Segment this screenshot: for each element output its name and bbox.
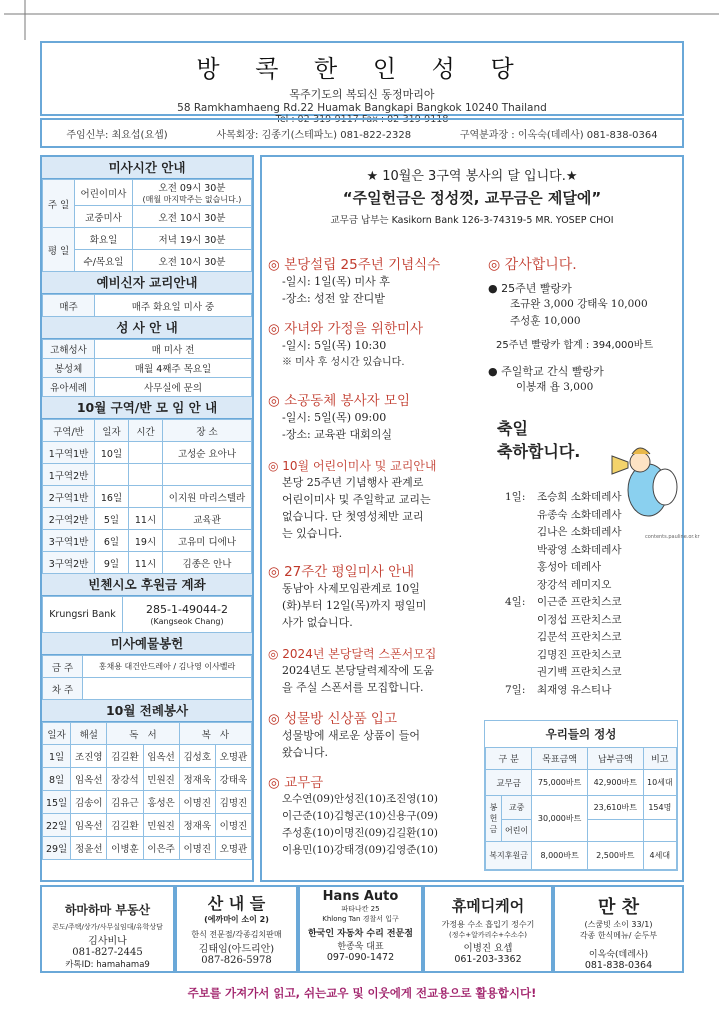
table-cell: 16일 <box>95 486 129 508</box>
table-cell: 29일 <box>43 837 71 860</box>
table-cell: 고유미 디에나 <box>163 530 252 552</box>
table-cell: 조진영 <box>71 745 107 768</box>
table-row <box>486 796 677 820</box>
announcement-title: ◎ 10월 어린이미사 및 교리안내 <box>268 459 437 473</box>
text-line: 이용민(10)강태경(09)김영준(10) <box>282 844 438 856</box>
list-item <box>268 389 478 457</box>
announcement-title: ◎ 교무금 <box>268 775 324 791</box>
table-cell: 정윤선 <box>71 837 107 860</box>
text-line: 이옥숙(데레사) <box>588 950 649 960</box>
table-cell: 1구역1반 <box>43 442 95 464</box>
text-line: 조승희 소화데레사 <box>537 491 622 503</box>
table-row <box>43 295 252 317</box>
notice-line2: “주일헌금은 정성껏, 교무금은 제달에” <box>342 189 602 207</box>
table-cell: 이명진 <box>179 837 215 860</box>
liturgy-title: 10월 전례봉사 <box>42 700 252 722</box>
text-line: 한종욱 대표 <box>337 942 384 952</box>
text-line: 오수연(09)안성진(10)조진영(10) <box>282 793 438 805</box>
list-item <box>268 771 478 859</box>
table-row <box>43 723 252 745</box>
table-cell: 이지원 마리스텔라 <box>163 486 252 508</box>
list-item <box>268 560 478 645</box>
ad-medicare <box>423 885 553 973</box>
table-row <box>486 842 677 870</box>
text-line: 4일: <box>505 596 526 608</box>
table-cell: 5일 <box>95 508 129 530</box>
text-line: Hans Auto <box>322 889 399 904</box>
thanks-subtitle: ● 25주년 빨랑카 <box>488 282 572 295</box>
table-row <box>43 442 252 464</box>
text-line: 사가 없습니다. <box>282 616 353 629</box>
table-cell: 비고 <box>643 748 676 770</box>
table-cell: 교육관 <box>163 508 252 530</box>
table-cell: 2구역2반 <box>43 508 95 530</box>
table-cell: 2구역1반 <box>43 486 95 508</box>
table-row <box>43 486 252 508</box>
text-line: 주성훈 10,000 <box>510 315 581 327</box>
text-line: 는 있습니다. <box>282 527 343 540</box>
liturgy-table <box>42 722 252 860</box>
table-cell: 김종은 안나 <box>163 552 252 574</box>
table-cell: 장강석 <box>107 768 143 791</box>
notice-line3: 교무금 납부는 Kasikorn Bank 126-3-74319-5 MR. YOSEP CHOI <box>330 215 614 226</box>
announcement-title: ◎ 성물방 신상품 입고 <box>268 711 397 727</box>
table-cell: 3구역1반 <box>43 530 95 552</box>
mass-title: 미사시간 안내 <box>42 157 252 179</box>
table-cell: 4세대 <box>643 842 676 870</box>
table-cell: 10세대 <box>643 770 676 796</box>
finance-title: 우리들의 정성 <box>545 727 617 741</box>
table-cell: 오명관 <box>215 837 251 860</box>
sacrament-label: 고해성사 <box>43 340 95 359</box>
catechumen-title: 예비신자 교리안내 <box>42 272 252 294</box>
text-line: 카톡ID: hamahama9 <box>65 960 150 970</box>
text-line: -장소: 교육관 대회의실 <box>282 428 393 441</box>
table-cell: 8,000바트 <box>532 842 588 870</box>
announcement-title: ◎ 본당설립 25주년 기념식수 <box>268 257 441 273</box>
table-cell: 9일 <box>95 552 129 574</box>
table-cell <box>95 464 129 486</box>
text-line: 권기백 프란치스코 <box>537 666 622 678</box>
text-line: (매월 마지막주는 없습니다.) <box>142 195 242 204</box>
table-cell: 3구역2반 <box>43 552 95 574</box>
text-line: (정수+알카리수+수소수) <box>448 931 528 939</box>
table-cell: 어린이 <box>502 820 532 842</box>
table-cell <box>129 464 163 486</box>
text-line: 김나은 소화데레사 <box>537 526 622 538</box>
table-cell: 임옥선 <box>71 768 107 791</box>
weekday-label: 평 일 <box>43 228 75 272</box>
server-header <box>179 723 251 745</box>
meetings-header: 장 소 <box>163 420 252 442</box>
text-line: -일시: 5일(목) 10:30 <box>282 339 387 352</box>
announcement-title: ◎ 27주간 평일미사 안내 <box>268 564 415 580</box>
table-cell: 홍성은 <box>143 791 179 814</box>
church-address: 58 Ramkhamhaeng Rd.22 Huamak Bangkapi Bangkok 10240 Thailand <box>177 102 547 114</box>
text-line: 081-838-0364 <box>584 960 653 971</box>
table-row <box>43 656 252 678</box>
table-cell: 구 분 <box>486 748 532 770</box>
table-cell: 납부금액 <box>587 748 643 770</box>
table-cell: 2,500바트 <box>587 842 643 870</box>
offering-value <box>83 678 252 700</box>
list-item <box>268 317 478 389</box>
table-cell: 목표금액 <box>532 748 588 770</box>
mass-cell: 교중미사 <box>75 206 133 228</box>
text-line: 주성훈(10)이명진(09)김길환(10) <box>282 827 438 839</box>
table-cell: 8일 <box>43 768 71 791</box>
sacrament-value: 매월 4째주 목요일 <box>95 359 252 378</box>
reading-header <box>107 723 179 745</box>
text-line: 박광영 소화데레사 <box>537 543 622 556</box>
officer-pastor: 주임신부: 최요섭(요셉) <box>66 129 168 141</box>
table-row <box>486 748 677 770</box>
text-line: 최재영 유스티나 <box>537 683 612 696</box>
catechumen-label: 매주 <box>43 295 95 317</box>
text-line: 1일: <box>505 491 526 503</box>
meetings-header: 일자 <box>95 420 129 442</box>
table-cell <box>163 464 252 486</box>
table-cell: 김명진 <box>215 791 251 814</box>
table-cell: 복지후원금 <box>486 842 532 870</box>
sacrament-label: 유아세례 <box>43 378 95 397</box>
mass-cell: 저녁 19시 30분 <box>133 228 252 250</box>
officers-bar <box>40 118 684 148</box>
feast-list <box>505 489 675 699</box>
finance-box <box>484 720 678 871</box>
mass-table <box>42 179 252 272</box>
text-line: 097-090-1472 <box>326 952 395 963</box>
vincent-bank: Krungsri Bank <box>43 597 123 633</box>
vincent-account <box>123 597 252 633</box>
mass-cell: 화요일 <box>75 228 133 250</box>
table-row <box>43 745 252 768</box>
mass-cell: 수/목요일 <box>75 250 133 272</box>
text-line: 산 내 들 <box>207 894 266 913</box>
text-line: 087-826-5978 <box>201 955 272 966</box>
text-line: 복 <box>201 729 211 741</box>
mass-cell: 오전 10시 30분 <box>133 206 252 228</box>
text-line: Khlong Tan 경찰서 입구 <box>322 915 399 923</box>
list-item <box>268 707 478 771</box>
text-line: (Kangseok Chang) <box>150 616 224 626</box>
mass-cell: 어린이미사 <box>75 180 133 206</box>
table-cell: 김송이 <box>71 791 107 814</box>
feast-title: 축하합니다. <box>497 442 581 461</box>
ad-realestate <box>40 885 175 973</box>
list-item <box>505 594 675 682</box>
text-line: -일시: 5일(목) 09:00 <box>282 411 387 424</box>
text-line: 이근준(10)김형곤(10)신용구(09) <box>282 810 438 822</box>
table-cell: 10일 <box>95 442 129 464</box>
text-line: 김사비나 <box>88 936 127 947</box>
text-line: 서 <box>147 729 157 741</box>
table-cell: 김길환 <box>107 745 143 768</box>
table-cell <box>587 820 643 842</box>
officer-council: 사목회장: 김종기(스테파노) 081-822-2328 <box>216 129 412 141</box>
list-item <box>268 253 478 317</box>
officer-district: 구역분과장 : 이옥숙(데레사) 081-838-0364 <box>459 129 658 141</box>
left-column <box>40 155 254 882</box>
table-row <box>43 340 252 359</box>
text-line: 2024년도 본당달력제작에 도움 <box>282 664 434 677</box>
text-line: 파타나칸 25 <box>341 905 380 913</box>
table-cell: 15일 <box>43 791 71 814</box>
table-row <box>43 552 252 574</box>
table-cell: 김길환 <box>107 814 143 837</box>
catechumen-value: 매주 화요일 미사 중 <box>95 295 252 317</box>
table-cell: 1구역2반 <box>43 464 95 486</box>
table-cell: 이은주 <box>143 837 179 860</box>
footer-slogan: 주보를 가져가서 읽고, 쉬는교우 및 이웃에게 전교용으로 활용합시다! <box>187 986 537 1000</box>
table-row <box>43 837 252 860</box>
text-line: 이근준 프란치스코 <box>537 596 622 608</box>
thanks-title: ◎ 감사합니다. <box>488 257 577 273</box>
text-line: 7일: <box>505 683 526 696</box>
thanks-total: 25주년 빨랑카 합계 : 394,000바트 <box>496 340 654 351</box>
list-item <box>268 645 478 707</box>
ad-manchan <box>553 885 684 973</box>
table-row <box>43 359 252 378</box>
sacrament-value: 매 미사 전 <box>95 340 252 359</box>
table-cell: 30,000바트 <box>532 796 588 842</box>
text-line: 한식 전문점/각종김치판매 <box>191 930 282 939</box>
text-line: 한국인 자동차 수리 전문점 <box>307 929 414 939</box>
table-cell: 김성호 <box>179 745 215 768</box>
announcement-title: ◎ 소공동체 봉사자 모임 <box>268 393 411 409</box>
text-line: 홍성아 데레사 <box>537 561 602 573</box>
church-title: 방 콕 한 인 성 당 <box>196 55 528 83</box>
table-row <box>43 420 252 442</box>
table-row <box>43 768 252 791</box>
table-row <box>43 464 252 486</box>
offering-value: 홍채용 대건안드레아 / 김나영 이사벨라 <box>83 656 252 678</box>
table-cell <box>643 820 676 842</box>
text-line: 유종숙 소화데레사 <box>537 508 622 521</box>
notice-line1: ★ 10월은 3구역 봉사의 달 입니다.★ <box>366 169 578 184</box>
table-cell: 강태욱 <box>215 768 251 791</box>
feast-title: 축일 <box>497 419 528 438</box>
text-line: 이봉재 욥 3,000 <box>516 381 594 393</box>
table-cell: 23,610바트 <box>587 796 643 820</box>
list-item <box>505 682 675 700</box>
announcement-title: ◎ 2024년 본당달력 스폰서모집 <box>268 647 437 661</box>
table-cell: 19시 <box>129 530 163 552</box>
text-line: 081-827-2445 <box>72 947 143 958</box>
table-cell <box>129 442 163 464</box>
sacrament-title: 성 사 안 내 <box>42 317 252 339</box>
table-cell: 이명진 <box>179 791 215 814</box>
text-line: 하마하마 부동산 <box>64 903 151 917</box>
table-row <box>43 250 252 272</box>
announcements <box>268 253 478 859</box>
sunday-label: 주 일 <box>43 180 75 228</box>
text-line: -장소: 성전 앞 잔디밭 <box>282 292 385 305</box>
table-cell: 민원진 <box>143 814 179 837</box>
text-line: 만 찬 <box>597 897 640 918</box>
offering-label: 금 주 <box>43 656 83 678</box>
mass-cell <box>133 180 252 206</box>
announcement-title: ◎ 자녀와 가정을 위한미사 <box>268 321 424 337</box>
meetings-header: 구역/반 <box>43 420 95 442</box>
table-cell: 이병훈 <box>107 837 143 860</box>
table-row <box>43 508 252 530</box>
text-line: 오전 09시 30분 <box>158 183 226 194</box>
text-line: (에까마이 소이 2) <box>204 915 269 924</box>
text-line: 왔습니다. <box>282 746 329 759</box>
text-line: 김문석 프란치스코 <box>537 631 622 643</box>
table-cell: 정재욱 <box>179 768 215 791</box>
thanks-subtitle: ● 주일학교 간식 빨랑카 <box>488 365 604 378</box>
list-item <box>505 489 675 594</box>
sacrament-value: 사무실에 문의 <box>95 378 252 397</box>
text-line: -일시: 1일(목) 미사 후 <box>282 275 390 288</box>
text-line: 장강석 레미지오 <box>537 578 612 591</box>
text-line: 을 주실 스폰서를 모집합니다. <box>282 681 424 694</box>
table-cell: 정재욱 <box>179 814 215 837</box>
list-item <box>268 457 478 560</box>
table-cell: 임옥선 <box>143 745 179 768</box>
ad-auto <box>298 885 423 973</box>
text-line: (스쿰빗 소이 33/1) <box>584 920 653 929</box>
table-cell: 봉헌금 <box>486 796 502 842</box>
church-tel: Tel : 02-319-9117 Fax : 02-319-9118 <box>275 114 449 125</box>
table-cell: 교중 <box>502 796 532 820</box>
mass-cell: 오전 10시 30분 <box>133 250 252 272</box>
table-row <box>43 228 252 250</box>
table-cell: 42,900바트 <box>587 770 643 796</box>
bulletin-header <box>40 41 684 125</box>
text-line: 각종 한식메뉴/ 순두부 <box>579 931 658 940</box>
table-cell: 오명관 <box>215 745 251 768</box>
table-row <box>43 530 252 552</box>
text-line: 휴메디케어 <box>451 897 525 915</box>
meetings-header: 시간 <box>129 420 163 442</box>
table-row <box>43 678 252 700</box>
table-row <box>43 206 252 228</box>
image-credit: contents.pauline.or.kr <box>645 534 700 540</box>
table-row <box>43 791 252 814</box>
text-line: 없습니다. 단 첫영성체반 교리 <box>282 510 424 523</box>
text-line: 이정섭 프란치스코 <box>537 613 622 626</box>
text-line: 285-1-49044-2 <box>146 602 228 616</box>
text-line: 본당 25주년 기념행사 관계로 <box>282 476 424 489</box>
text-line: (화)부터 12일(목)까지 평일미 <box>282 599 427 612</box>
table-cell: 1일 <box>43 745 71 768</box>
table-cell: 6일 <box>95 530 129 552</box>
table-cell: 154명 <box>643 796 676 820</box>
table-cell: 해설 <box>71 723 107 745</box>
offering-title: 미사예물봉헌 <box>42 633 252 655</box>
table-cell <box>129 486 163 508</box>
thanks-section <box>488 254 678 396</box>
table-cell: 김유근 <box>107 791 143 814</box>
text-line: 김명진 프란치스코 <box>537 648 622 661</box>
text-line: 성물방에 새로운 상품이 들어 <box>282 729 421 742</box>
text-line: ※ 미사 후 성시간 있습니다. <box>282 357 405 368</box>
ad-restaurant <box>175 885 298 973</box>
church-subtitle: 목주기도의 복되신 동정마리아 <box>289 88 435 101</box>
table-row <box>43 597 252 633</box>
table-cell: 11시 <box>129 552 163 574</box>
text-line: 동남아 사제모임관계로 10일 <box>282 582 420 595</box>
text-line: 가정용 수소 흡입기 정수기 <box>441 920 535 929</box>
meetings-table <box>42 419 252 574</box>
table-cell: 75,000바트 <box>532 770 588 796</box>
table-cell: 임옥선 <box>71 814 107 837</box>
text-line: 061-203-3362 <box>454 954 522 965</box>
table-row <box>43 378 252 397</box>
text-line: 조규완 3,000 강태욱 10,000 <box>510 298 648 310</box>
sacrament-table <box>42 339 252 397</box>
text-line: 어린이미사 및 주일학교 교리는 <box>282 493 431 506</box>
text-line: 독 <box>129 729 139 741</box>
table-cell: 이명진 <box>215 814 251 837</box>
table-row <box>43 180 252 206</box>
table-cell: 22일 <box>43 814 71 837</box>
text-line: 사 <box>219 729 230 741</box>
offering-label: 차 주 <box>43 678 83 700</box>
text-line: 김태임(아드리안) <box>198 944 275 955</box>
text-line: 이병진 요셉 <box>463 943 513 954</box>
table-cell: 고성순 요아나 <box>163 442 252 464</box>
table-cell: 11시 <box>129 508 163 530</box>
table-row <box>43 814 252 837</box>
table-row <box>486 770 677 796</box>
text-line: 콘도/주택/상가/사무실임대/유학상담 <box>52 923 163 931</box>
table-cell: 일자 <box>43 723 71 745</box>
vincent-title: 빈첸시오 후원금 계좌 <box>42 574 252 596</box>
table-cell: 교무금 <box>486 770 532 796</box>
sacrament-label: 봉성체 <box>43 359 95 378</box>
meetings-title: 10월 구역/반 모 임 안 내 <box>42 397 252 419</box>
table-cell: 민원진 <box>143 768 179 791</box>
